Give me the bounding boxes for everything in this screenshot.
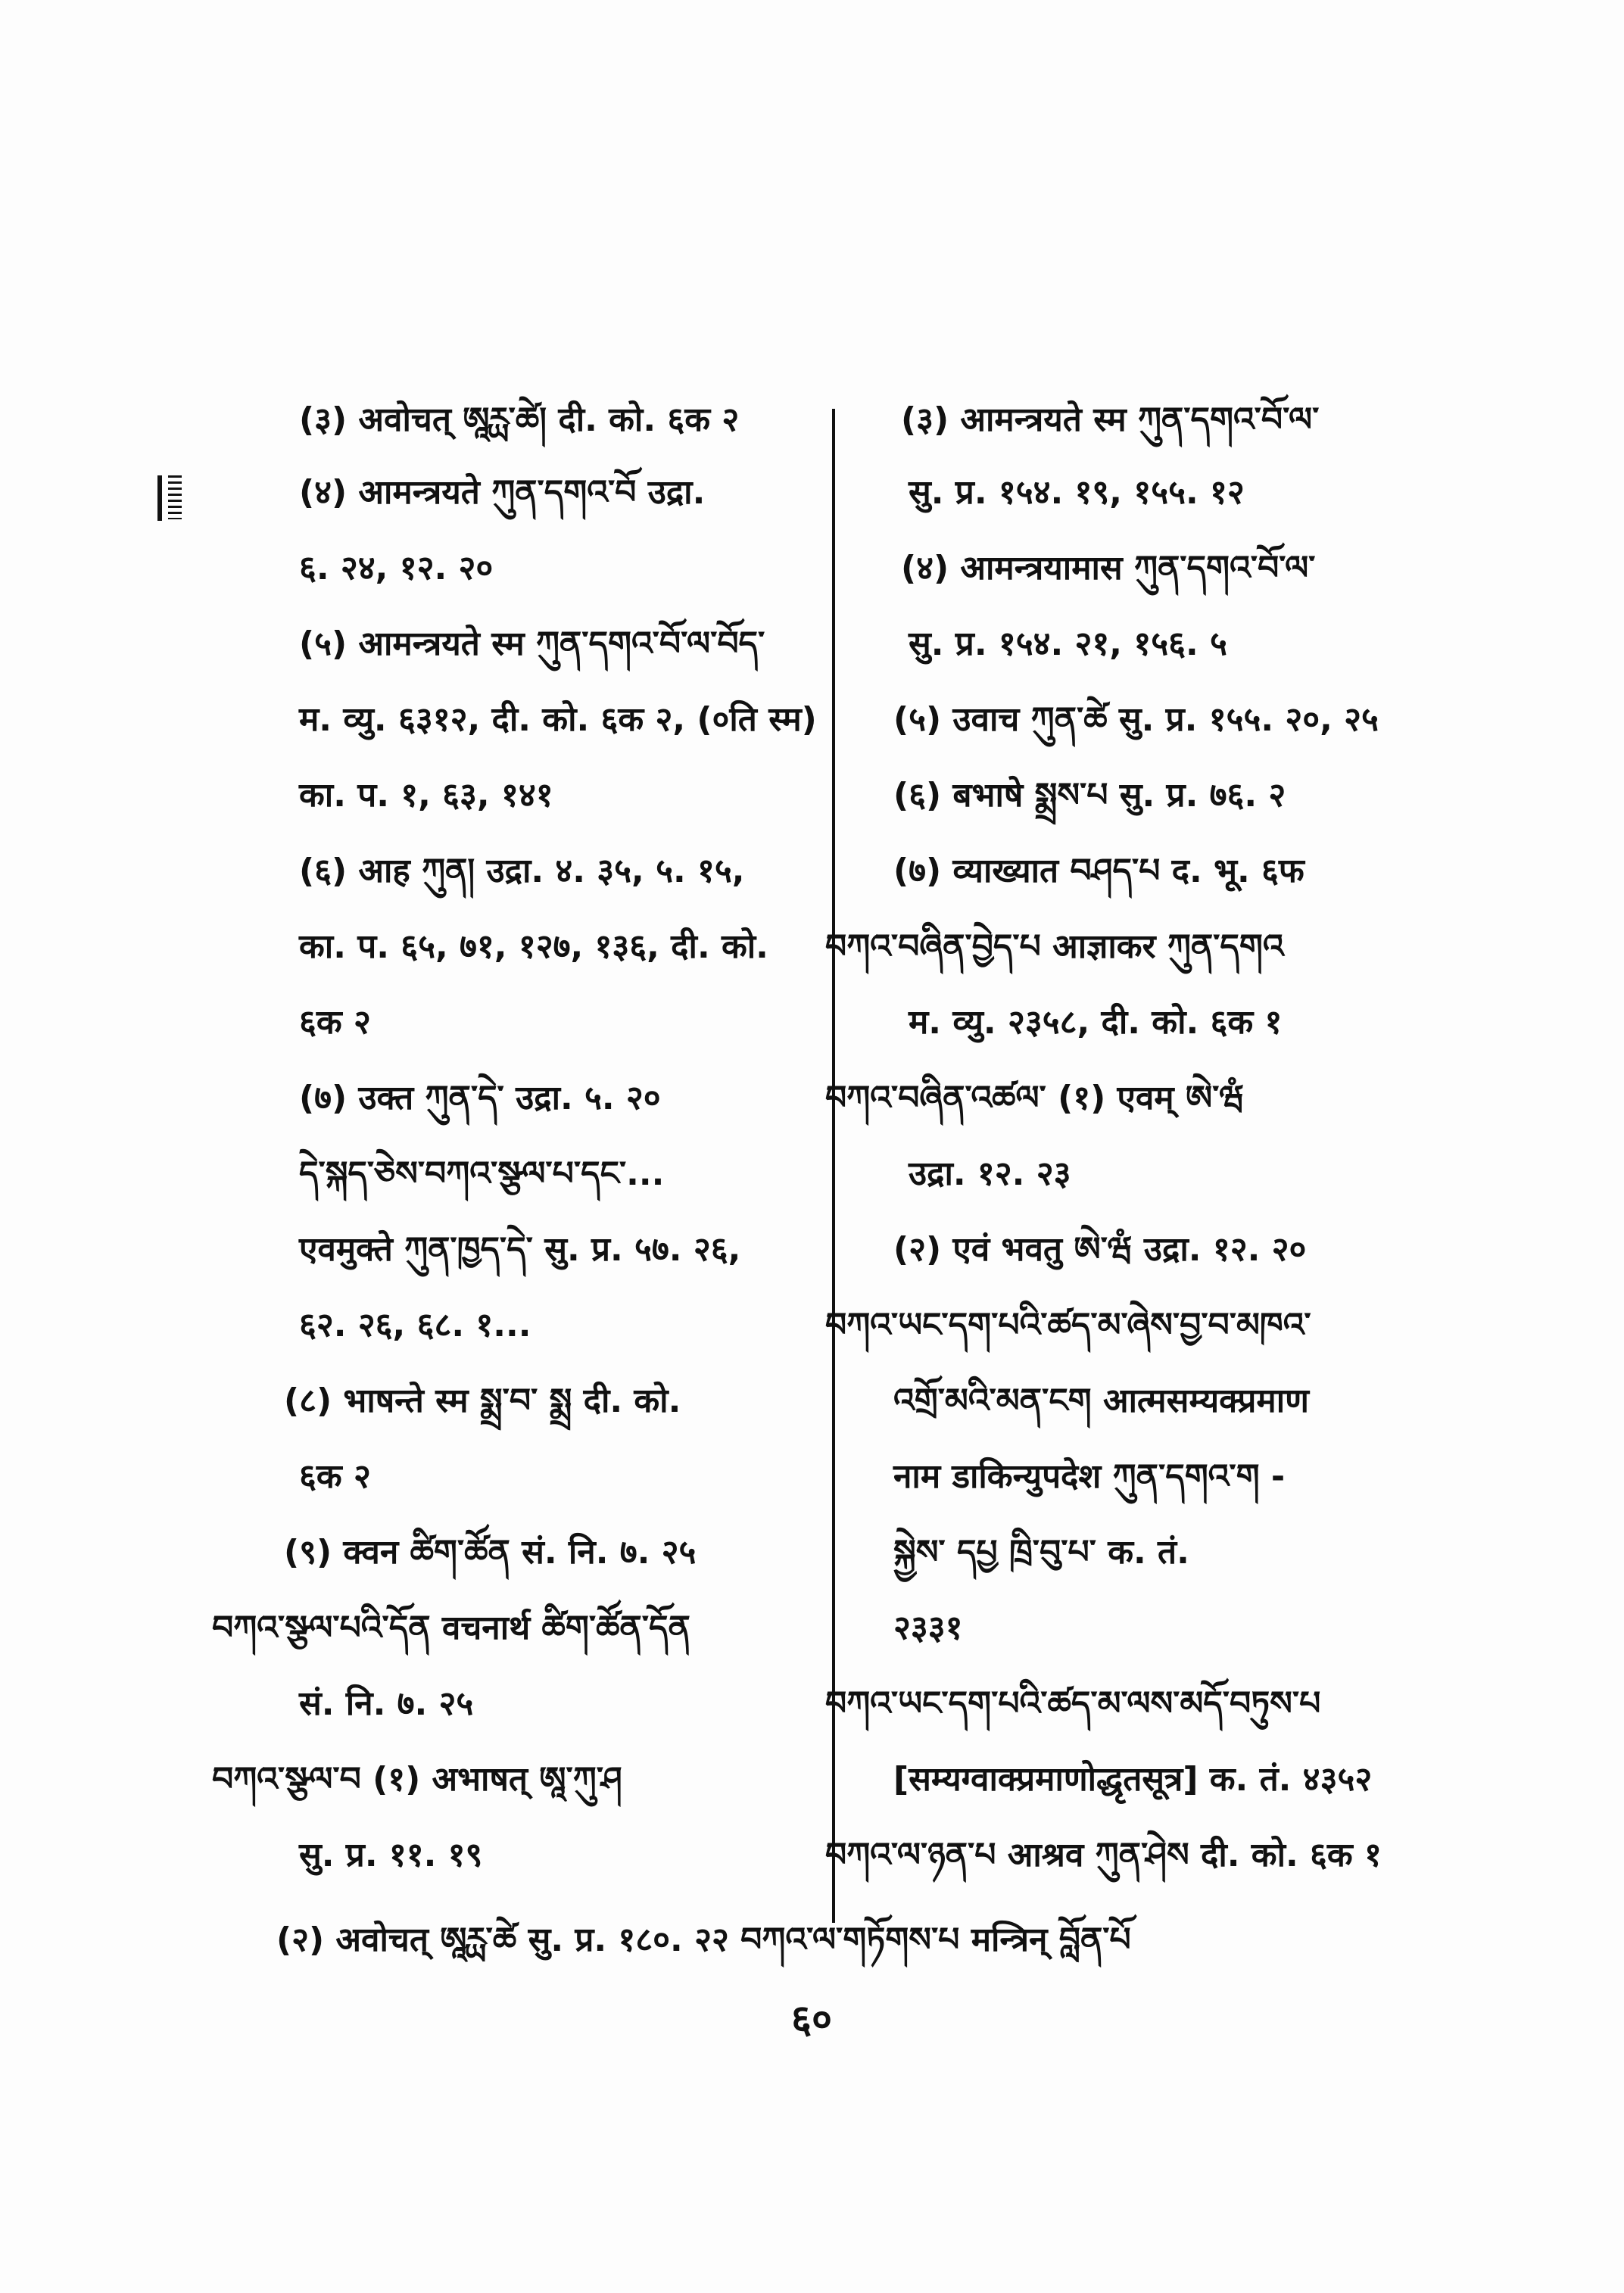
right-line-3: (४) आमन्त्रयामास ཀུན་དགའ་བོ་ལ་	[901, 549, 1316, 587]
right-line-4: सु. प्र. १५४. २१, १५६. ५	[909, 625, 1227, 663]
right-line-2: सु. प्र. १५४. १९, १५५. १२	[909, 473, 1245, 512]
right-line-15: नाम डाकिन्युपदेश ཀུན་དགའ་ག -	[893, 1457, 1286, 1496]
left-line-10: (७) उक्त ཀུན་དེ་ उद्रा. ५. २०	[299, 1079, 661, 1117]
right-line-16: སྐྱེས་ དཔྱ ཁྲི་བུ་པ་ क. तं.	[893, 1533, 1189, 1572]
right-line-5: (५) उवाच ཀུན་ཚེ सु. प्र. १५५. २०, २५	[893, 700, 1379, 739]
left-line-17: བཀའ་སྩལ་པའི་དོན वचनार्थ ཚིག་ཚོན་དོན	[212, 1609, 690, 1647]
left-line-5: म. व्यु. ६३१२, दी. को. ६क २, (०ति स्म)	[299, 700, 817, 739]
left-line-14: (८) भाषन्ते स्म སྨྲ་བ་ སྨྲ दी. को.	[284, 1382, 681, 1420]
left-line-20: सु. प्र. ११. १९	[299, 1836, 483, 1874]
left-line-4: (५) आमन्त्रयते स्म ཀུན་དགའ་བོ་ལ་བོད་	[299, 625, 765, 663]
left-line-3: ६. २४, १२. २०	[299, 549, 494, 587]
left-line-6: का. प. १, ६३, १४१	[299, 776, 553, 815]
bottom-line: (२) अवोचत् ཨཱཪྻ་ཚེ सु. प्र. १८०. २२ བཀའ་ལ་གཏོགས་པ मन्त्रिन् བློན་པོ	[276, 1921, 1131, 1959]
right-line-20: བཀའ་ལ་ཉན་པ आश्रव ཀུན་ཤེས दी. को. ६क १	[825, 1836, 1382, 1874]
right-line-6: (६) बभाषे སྨྲས་པ सु. प्र. ७६. २	[893, 776, 1286, 815]
right-line-13: བཀའ་ཡང་དག་པའི་ཚད་མ་ཞེས་བྱ་བ་མཁའ་	[825, 1306, 1311, 1344]
right-line-17: २३३१	[893, 1609, 963, 1647]
left-line-18: सं. नि. ७. २५	[299, 1684, 474, 1723]
right-line-14: འགྲོ་མའི་མན་ངག आत्मसम्यक्प्रमाण	[893, 1382, 1309, 1420]
left-line-16: (९) क्वन ཚིག་ཚོན सं. नि. ७. २५	[284, 1533, 697, 1572]
right-line-19: [सम्यग्वाक्प्रमाणोद्धृतसूत्र] क. तं. ४३५२	[893, 1760, 1373, 1799]
right-line-10: བཀའ་བཞིན་འཚལ་ (१) एवम् ཨེ་ཝཾ	[825, 1079, 1245, 1117]
left-line-9: ६क २	[299, 1003, 371, 1042]
right-line-9: म. व्यु. २३५८, दी. को. ६क १	[909, 1003, 1283, 1042]
right-line-18: བཀའ་ཡང་དག་པའི་ཚད་མ་ལས་མདོ་བཏུས་པ	[825, 1684, 1321, 1723]
right-line-1: (३) आमन्त्रयते स्म ཀུན་དགའ་བོ་ལ་	[901, 400, 1320, 439]
page-number: ६०	[791, 1997, 833, 2042]
left-line-11: དེ་སྐད་ཅེས་བཀའ་སྩལ་པ་དང་...	[299, 1154, 665, 1193]
left-line-15: ६क २	[299, 1457, 371, 1496]
right-line-7: (७) व्याख्यात བཤད་པ द. भू. ६फ	[893, 852, 1304, 890]
left-line-2: (४) आमन्त्रयते ཀུན་དགའ་བོ उद्रा.	[299, 473, 706, 512]
left-line-13: ६२. २६, ६८. १...	[299, 1306, 531, 1344]
right-line-8: བཀའ་བཞིན་བྱེད་པ आज्ञाकर ཀུན་དགའ	[825, 927, 1284, 966]
left-line-12: एवमुक्ते ཀུན་ཁྱད་དེ་ सु. प्र. ५७. २६,	[299, 1230, 741, 1269]
left-line-7: (६) आह ཀུན། उद्रा. ४. ३५, ५. १५,	[299, 852, 745, 890]
left-line-19: བཀའ་སྩལ་བ (१) अभाषत् ཨཱ་ཀུ་ཤ	[212, 1760, 622, 1799]
right-line-12: (२) एवं भवतु ཨེ་ཝཾ उद्रा. १२. २०	[893, 1230, 1307, 1269]
right-line-11: उद्रा. १२. २३	[909, 1154, 1071, 1193]
margin-mark	[157, 475, 185, 521]
left-line-8: का. प. ६५, ७१, १२७, १३६, दी. को.	[299, 927, 768, 966]
left-line-1: (३) अवोचत् ཨཱཪྻ་ཚེ། दी. को. ६क २	[299, 400, 740, 439]
